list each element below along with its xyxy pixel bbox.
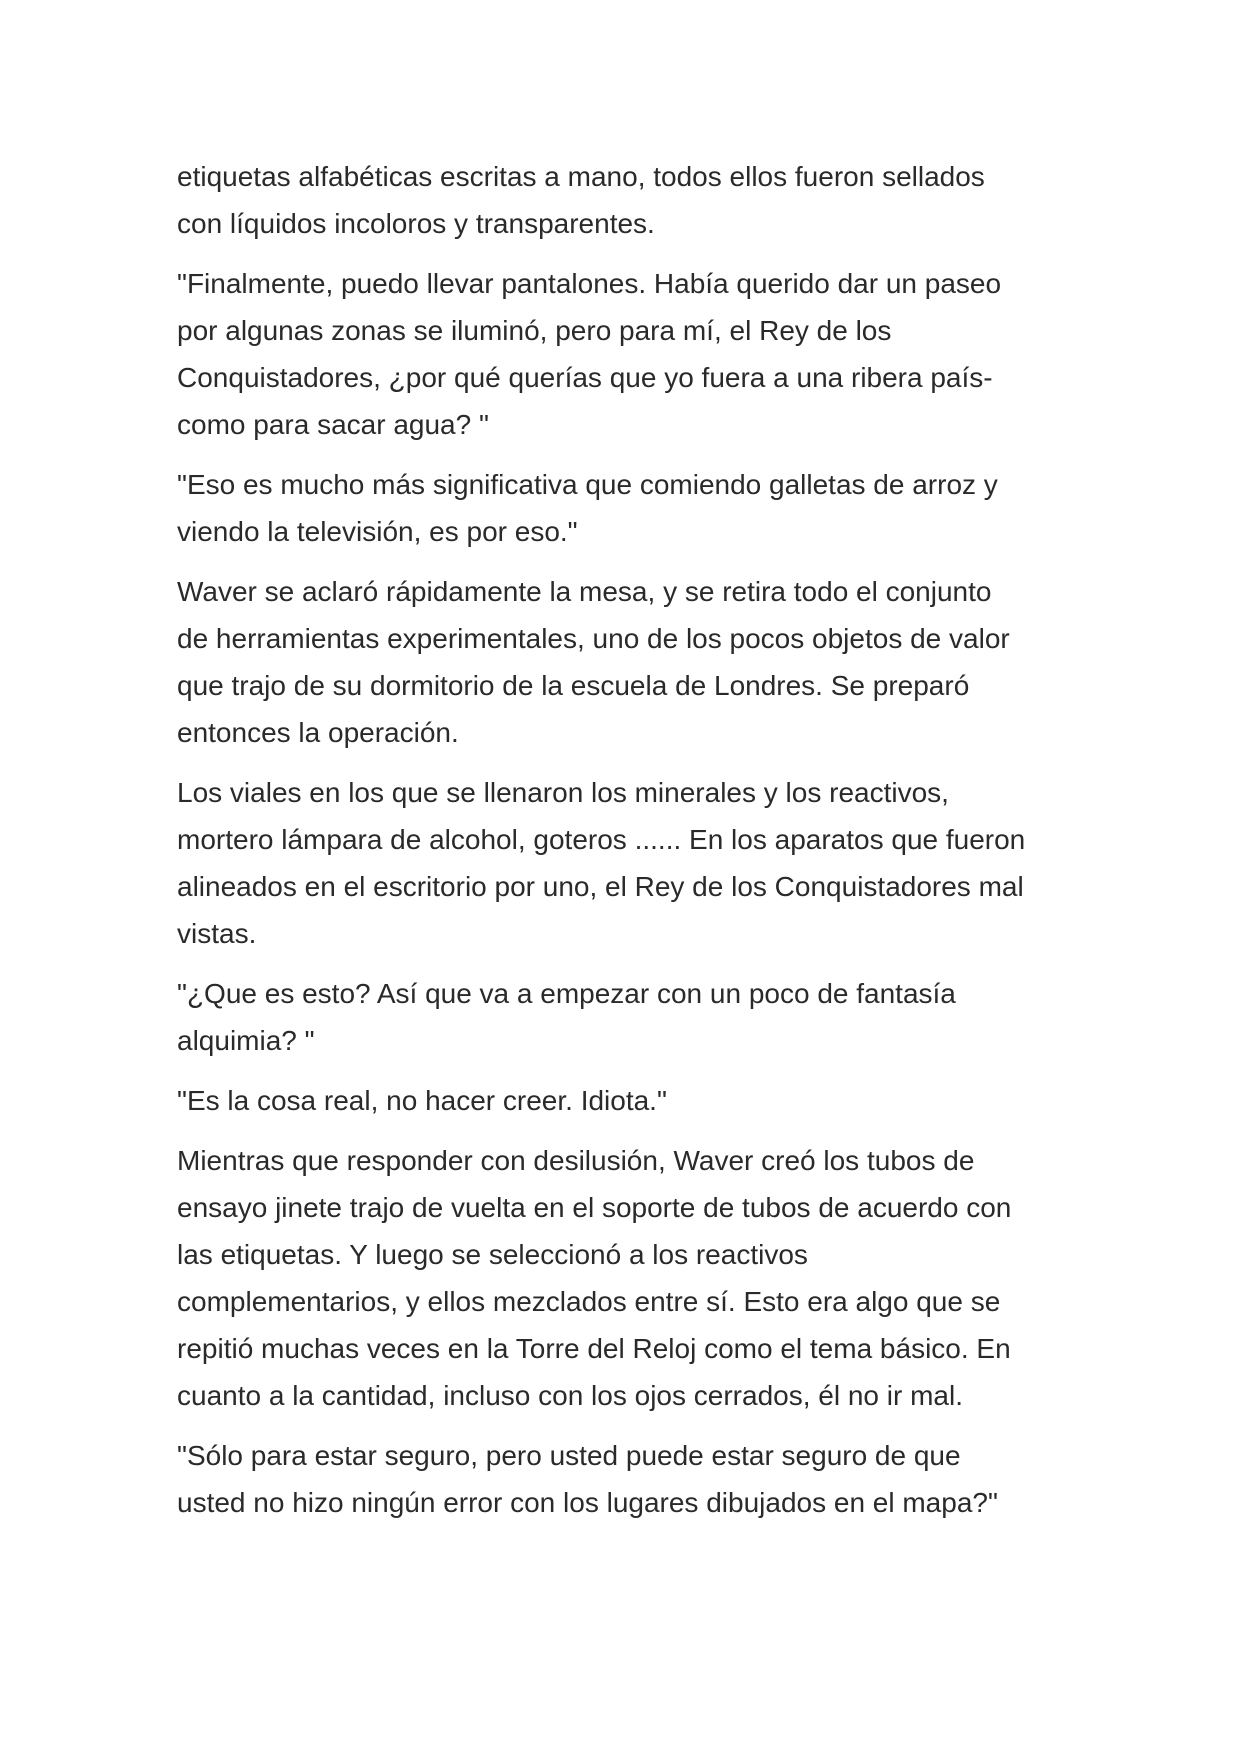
text-line: "Finalmente, puedo llevar pantalones. Había querido dar un paseo (177, 268, 1002, 299)
text-line: Mientras que responder con desilusión, Waver creó los tubos de (177, 1145, 975, 1176)
text-line: complementarios, y ellos mezclados entre sí. Esto era algo que se (177, 1286, 1001, 1317)
text-line: vistas. (177, 918, 257, 949)
text-line: repitió muchas veces en la Torre del Reloj como el tema básico. En (177, 1333, 1011, 1364)
text-line: "Es la cosa real, no hacer creer. Idiota." (177, 1085, 667, 1116)
text-line: usted no hizo ningún error con los lugares dibujados en el mapa?" (177, 1487, 998, 1518)
paragraph (177, 970, 1077, 1064)
paragraph (177, 1432, 1077, 1526)
text-line: alquimia? " (177, 1025, 315, 1056)
paragraph (177, 461, 1077, 555)
paragraph (177, 568, 1077, 756)
text-line: etiquetas alfabéticas escritas a mano, todos ellos fueron sellados (177, 161, 985, 192)
paragraph (177, 260, 1077, 448)
text-line: por algunas zonas se iluminó, pero para mí, el Rey de los (177, 315, 892, 346)
text-line: cuanto a la cantidad, incluso con los ojos cerrados, él no ir mal. (177, 1380, 963, 1411)
text-line: "Sólo para estar seguro, pero usted puede estar seguro de que (177, 1440, 961, 1471)
text-line: las etiquetas. Y luego se seleccionó a los reactivos (177, 1239, 808, 1270)
text-line: "¿Que es esto? Así que va a empezar con un poco de fantasía (177, 978, 956, 1009)
text-line: Conquistadores, ¿por qué querías que yo fuera a una ribera país- (177, 362, 993, 393)
paragraph (177, 1137, 1077, 1419)
paragraph (177, 1077, 1077, 1124)
text-line: que trajo de su dormitorio de la escuela de Londres. Se preparó (177, 670, 970, 701)
text-line: entonces la operación. (177, 717, 459, 748)
body-text (177, 153, 1077, 1539)
text-line: "Eso es mucho más significativa que comiendo galletas de arroz y (177, 469, 998, 500)
text-line: mortero lámpara de alcohol, goteros ...... En los aparatos que fueron (177, 824, 1026, 855)
paragraph (177, 769, 1077, 957)
text-line: alineados en el escritorio por uno, el Rey de los Conquistadores mal (177, 871, 1024, 902)
text-line: Waver se aclaró rápidamente la mesa, y se retira todo el conjunto (177, 576, 992, 607)
text-line: con líquidos incoloros y transparentes. (177, 208, 655, 239)
paragraph (177, 153, 1077, 247)
text-line: de herramientas experimentales, uno de los pocos objetos de valor (177, 623, 1010, 654)
text-line: como para sacar agua? " (177, 409, 489, 440)
text-line: viendo la televisión, es por eso." (177, 516, 578, 547)
text-line: Los viales en los que se llenaron los minerales y los reactivos, (177, 777, 949, 808)
text-line: ensayo jinete trajo de vuelta en el soporte de tubos de acuerdo con (177, 1192, 1012, 1223)
